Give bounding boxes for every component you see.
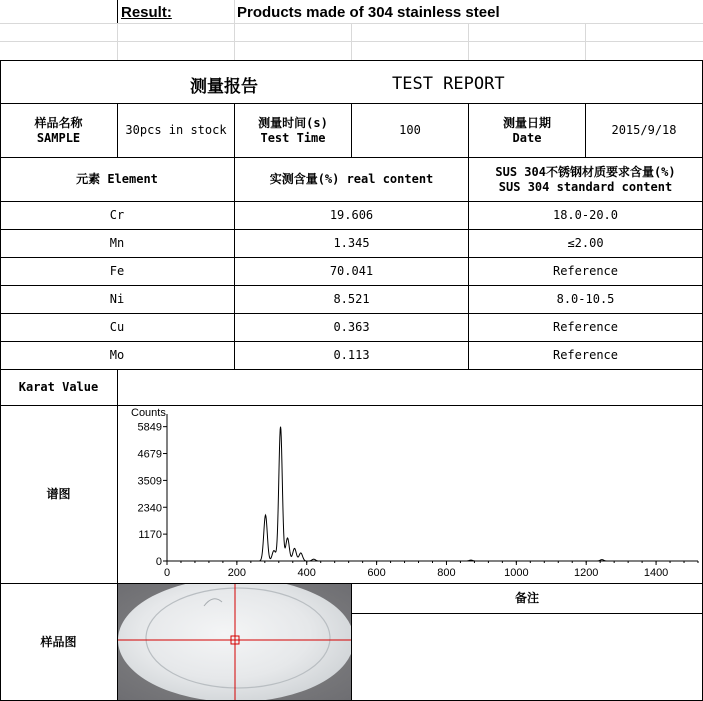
table-row-standard: ≤2.00: [567, 236, 604, 250]
x-tick-label: 1000: [504, 567, 529, 579]
date-label-en: Date: [512, 130, 542, 145]
x-tick-label: 1200: [573, 567, 599, 579]
table-row-standard: 8.0-10.5: [556, 292, 615, 306]
test-time-value: 100: [399, 123, 421, 137]
table-row-standard: 18.0-20.0: [552, 208, 619, 222]
sample-label: [0, 104, 117, 157]
table-row-element: Mo: [109, 348, 125, 362]
spectrum-chart: [118, 406, 702, 582]
date-label: [469, 104, 585, 157]
result-text: Products made of 304 stainless steel: [237, 4, 500, 21]
x-tick-label: 200: [227, 567, 247, 579]
report-title-cn: 测量报告: [190, 77, 258, 97]
karat-label: Karat Value: [18, 380, 99, 394]
x-tick-label: 400: [297, 567, 316, 579]
date-value: 2015/9/18: [611, 123, 677, 137]
element-header: 元素 Element: [76, 172, 158, 186]
table-row-content: 70.041: [329, 264, 374, 278]
y-tick-label: 3509: [137, 475, 162, 488]
table-row-content: 8.521: [333, 292, 370, 306]
y-tick-label: 1170: [138, 529, 162, 542]
table-row-content: 0.113: [333, 348, 370, 362]
table-row-content: 19.606: [329, 208, 374, 222]
table-row-element: Ni: [109, 292, 125, 306]
table-row-standard: Reference: [552, 348, 619, 362]
table-row-standard: Reference: [552, 320, 619, 334]
y-axis-label: Counts: [131, 407, 166, 419]
spectrum-label: 谱图: [46, 487, 71, 501]
standard-header-line1: SUS 304不锈钢材质要求含量(%): [495, 164, 676, 179]
test-time-label-cn: 测量时间(s): [258, 115, 328, 130]
table-row-element: Cr: [109, 208, 125, 222]
y-tick-label: 0: [155, 556, 162, 568]
remarks-label: 备注: [514, 591, 539, 605]
x-tick-label: 0: [163, 567, 171, 579]
y-tick-label: 4679: [137, 448, 162, 461]
spectrum-series-line: [167, 427, 698, 561]
sample-photo: [118, 584, 351, 700]
test-time-label-en: Test Time: [260, 130, 326, 145]
sample-value: 30pcs in stock: [125, 123, 227, 137]
table-row-content: 1.345: [333, 236, 370, 250]
sample-label-cn: 样品名称: [34, 115, 83, 130]
result-label: Result:: [121, 4, 172, 21]
sample-image-label: 样品图: [40, 634, 77, 649]
table-row-standard: Reference: [552, 264, 619, 278]
y-tick-label: 2340: [137, 502, 162, 515]
x-tick-label: 600: [367, 567, 386, 579]
table-row-content: 0.363: [333, 320, 370, 334]
sample-label-en: SAMPLE: [36, 130, 81, 145]
table-row-element: Cu: [109, 320, 125, 334]
table-row-element: Mn: [109, 236, 125, 250]
standard-header-line2: SUS 304 standard content: [498, 179, 673, 194]
content-header: 实测含量(%) real content: [269, 172, 434, 186]
standard-header: [469, 158, 702, 201]
date-label-cn: 测量日期: [502, 115, 551, 130]
test-time-label: [235, 104, 351, 157]
y-tick-label: 5849: [137, 421, 162, 434]
x-tick-label: 1400: [643, 567, 669, 579]
report-title-en: TEST REPORT: [392, 74, 505, 94]
x-tick-label: 800: [437, 567, 456, 579]
table-row-element: Fe: [109, 264, 125, 278]
